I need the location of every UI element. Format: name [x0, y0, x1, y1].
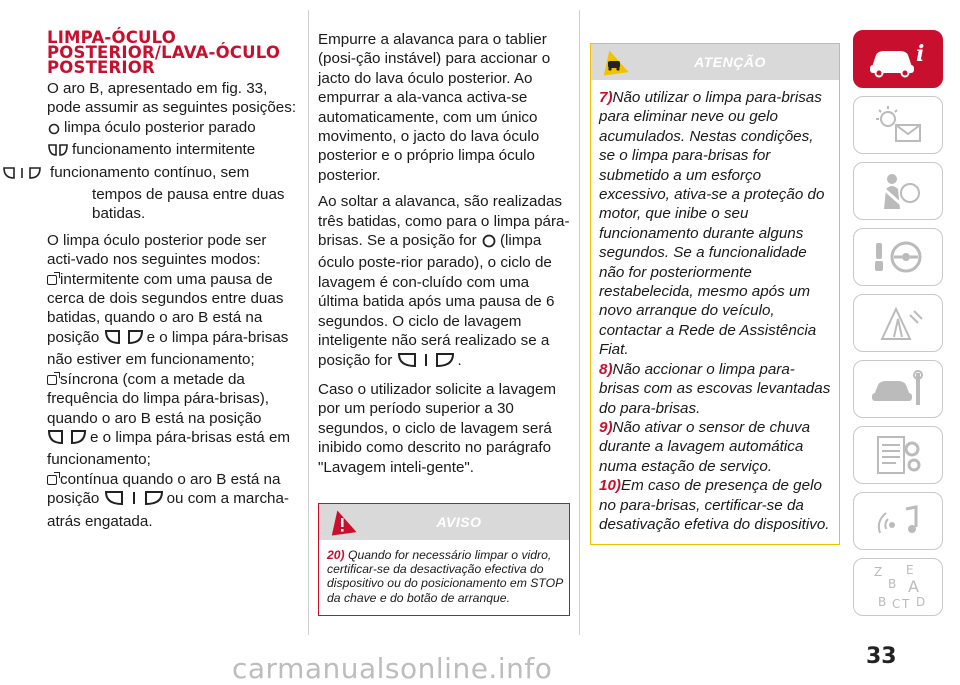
car-info-icon [866, 39, 930, 79]
aviso-title: AVISO [436, 513, 482, 530]
inhibit-text: Caso o utilizador solicite a lavagem por um período superior a 30 segundos, o ciclo de lavagem será inibido como descrito no parágrafo "Lavagem inteli-gente". [318, 380, 557, 476]
atencao-body [591, 80, 839, 544]
svg-text:E: E [906, 563, 914, 577]
mode-item: contínua quando o aro B está na posição ou com a marcha-atrás engatada. [47, 470, 289, 530]
steering-wheel-icon [866, 235, 930, 279]
svg-text:T: T [902, 597, 910, 611]
wiper-intermittent-icon [47, 429, 87, 450]
svg-text:i: i [916, 41, 925, 67]
modes-intro: O limpa óculo posterior pode ser acti-vado nos seguintes modos: [47, 231, 267, 269]
atencao-item: 8)Não accionar o limpa para-brisas com as escovas levantadas do para-brisas. [599, 360, 831, 417]
car-maintenance-icon [866, 367, 930, 411]
wiper-continuous-icon [104, 490, 164, 511]
atencao-item: 9)Não ativar o sensor de chuva durante a lavagem automática numa estação de serviço. [599, 418, 811, 475]
position-item: funcionamento intermitente [47, 140, 299, 162]
svg-text:C: C [892, 597, 901, 611]
column-divider [579, 10, 580, 635]
page-number: 33 [866, 644, 897, 669]
warning-lights-icon [866, 103, 930, 147]
atencao-box [590, 43, 840, 545]
wiper-intermittent-icon [104, 329, 144, 350]
intro-text: O aro B, apresentado em fig. 33, pode assumir as seguintes posições: [47, 80, 297, 117]
road-emergency-icon [866, 301, 930, 345]
position-item: funcionamento contínuo, sem tempos de pausa entre duas batidas. [47, 163, 299, 224]
technical-data-icon [866, 433, 930, 477]
tab-index[interactable] [853, 558, 943, 616]
svg-text:B: B [878, 595, 887, 609]
atencao-item: 10)Em caso de presença de gelo no para-brisas, certificar-se da desativação efetiva do dispositivo. [599, 477, 830, 533]
tab-safety[interactable] [853, 162, 943, 220]
wiper-intermittent-icon [47, 143, 69, 162]
atencao-title: ATENÇÃO [694, 54, 766, 70]
mode-item: intermitente com uma pausa de cerca de dois segundos entre duas batidas, quando o aro B está na posição e o limpa pára-brisas não estiver em funcionamento; [47, 270, 289, 369]
tab-emergency[interactable] [853, 294, 943, 352]
tab-multimedia[interactable] [853, 492, 943, 550]
tab-warning-lights[interactable] [853, 96, 943, 154]
svg-text:D: D [916, 595, 926, 609]
column-2 [318, 30, 570, 616]
multimedia-icon [866, 499, 930, 543]
aviso-header [319, 504, 569, 540]
wiper-off-icon [47, 121, 61, 140]
aviso-number: 20) [327, 547, 345, 562]
atencao-item: 7)Não utilizar o limpa para-brisas para eliminar neve ou gelo acumulados. Nestas condições, se o limpa para-brisas for submetido a um esforço excessivo, ativa-se a proteção do motor, que inibe o seu funcionamento durante alguns segundos. Se a funcionalidade não for posteriormente restabelecida, mesmo após um novo arranque do veículo, contactar a Rede de Assistência Fiat. [599, 89, 825, 359]
aviso-body [319, 540, 569, 615]
tab-technical-data[interactable] [853, 426, 943, 484]
chapter-sidebar [853, 30, 943, 624]
section-title: LIMPA-ÓCULO POSTERIOR/LAVA-ÓCULO POSTERIOR [47, 28, 281, 77]
tab-car-info[interactable] [853, 30, 943, 88]
column-divider [308, 10, 309, 635]
bullet-icon [47, 275, 57, 285]
tab-steering[interactable] [853, 228, 943, 286]
release-lever-text: Ao soltar a alavanca, são realizadas três batidas, como para o limpa pára-brisas. Se a posição for (limpa óculo poste-rior parado), o ciclo de lavagem é con-cluído com uma última batida após uma pausa de 6 segundos. O ciclo de lavagem inteligente não será realizado se a posição for . [318, 192, 570, 373]
wiper-off-icon [481, 234, 497, 253]
tab-maintenance[interactable] [853, 360, 943, 418]
safety-icon [866, 169, 930, 213]
position-item: limpa óculo posterior parado [47, 118, 299, 140]
watermark: carmanualsonline.info [232, 652, 553, 685]
bullet-icon [47, 375, 57, 385]
mode-item: síncrona (com a metade da frequência do limpa pára-brisas), quando o aro B está na posição e o limpa pára-brisas está em funcionamento; [47, 370, 291, 469]
atencao-header [591, 44, 839, 80]
svg-text:Z: Z [874, 565, 883, 579]
index-icon [866, 562, 930, 612]
svg-text:A: A [908, 577, 919, 596]
push-lever-text: Empurre a alavanca para o tablier (posi-ção instável) para accionar o jacto do lava óculo posterior. Ao empurrar a ala-vanca activa-se automaticamente, com um único movimento, o jacto do lava óculo posterior e o próprio limpa óculo posterior. [318, 31, 551, 184]
column-1 [47, 30, 299, 531]
aviso-text: Quando for necessário limpar o vidro, certificar-se da desactivação efectiva do dispositivo ou do posicionamento em STOP da chave e do botão de arranque. [327, 547, 563, 605]
aviso-box [318, 503, 570, 616]
svg-text:B: B [888, 577, 897, 591]
bullet-icon [47, 475, 57, 485]
wiper-continuous-icon [397, 352, 455, 373]
column-3 [590, 43, 840, 545]
